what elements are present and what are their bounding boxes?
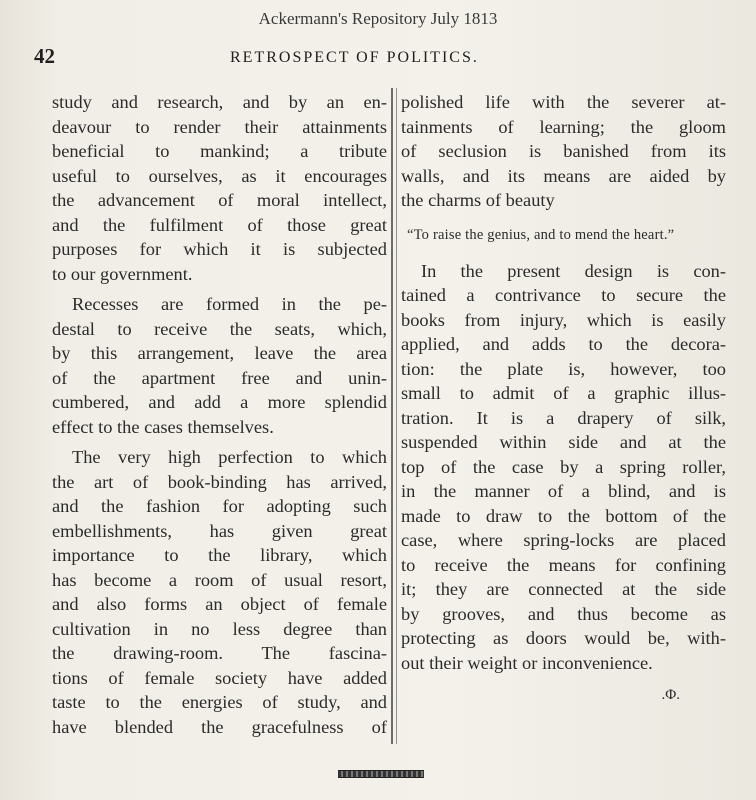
text-line: the drawing-room. The fascina- — [52, 643, 387, 663]
paragraph-continuation — [52, 90, 387, 286]
author-signature: .Φ. — [661, 687, 680, 703]
text-line: walls, and its means are aided by — [401, 165, 726, 186]
left-column — [52, 90, 387, 739]
text-line: by grooves, and thus become as — [401, 603, 726, 624]
text-line: top of the case by a spring roller, — [401, 456, 726, 477]
text-line: tration. It is a drapery of silk, — [401, 407, 726, 428]
text-line: study and research, and by an en- — [52, 92, 387, 112]
column-rule — [391, 88, 393, 744]
text-line: Recesses are formed in the pe- — [72, 294, 387, 314]
paragraph-bookbinding — [52, 445, 387, 739]
text-line: books from injury, which is easily — [401, 309, 726, 330]
paragraph-recesses — [52, 292, 387, 439]
page-number: 42 — [34, 44, 55, 68]
text-line: of the apartment free and unin- — [52, 367, 387, 388]
paragraph-polished-life — [401, 90, 726, 213]
text-line: of seclusion is banished from its — [401, 141, 726, 161]
text-line: by this arrangement, leave the area — [52, 343, 387, 363]
text-line: the advancement of moral intellect, — [52, 190, 387, 210]
text-line: it; they are connected at the side — [401, 579, 726, 599]
text-line: small to admit of a graphic illus- — [401, 383, 726, 403]
source-note: Ackermann's Repository July 1813 — [258, 9, 498, 28]
printer-ornament — [338, 770, 424, 778]
text-line: effect to the cases themselves. — [52, 416, 274, 437]
text-line: have blended the gracefulness of — [52, 716, 387, 737]
text-line: has become a room of usual resort, — [52, 569, 387, 590]
text-line: tion: the plate is, however, too — [401, 358, 726, 379]
text-line: the art of book-binding has arrived, — [52, 471, 387, 492]
text-line: and the fashion for adopting such — [52, 496, 387, 516]
right-column — [401, 90, 726, 708]
text-line: embellishments, has given great — [52, 520, 387, 541]
text-line: suspended within side and at the — [401, 432, 726, 452]
running-head: RETROSPECT OF POLITICS. — [230, 49, 479, 66]
text-line: deavour to render their attainments — [52, 116, 387, 137]
column-rule-inner — [396, 88, 397, 744]
block-quote: “To raise the genius, and to mend the heart.” — [407, 226, 675, 243]
text-line: the charms of beauty — [401, 190, 555, 210]
paragraph-present-design — [401, 259, 726, 676]
text-line: case, where spring-locks are placed — [401, 530, 726, 550]
text-line: in the manner of a blind, and is — [401, 481, 726, 501]
text-line: In the present design is con- — [421, 260, 726, 281]
text-line: beneficial to mankind; a tribute — [52, 141, 387, 161]
text-line: applied, and adds to the decora- — [401, 334, 726, 354]
text-line: tainments of learning; the gloom — [401, 116, 726, 137]
text-line: destal to receive the seats, which, — [52, 318, 387, 339]
text-line: importance to the library, which — [52, 545, 387, 565]
text-line: The very high perfection to which — [72, 447, 387, 467]
text-line: out their weight or inconvenience. — [401, 652, 653, 673]
text-line: and the fulfilment of those great — [52, 214, 387, 235]
text-line: cultivation in no less degree than — [52, 618, 387, 639]
text-line: useful to ourselves, as it encourages — [52, 165, 387, 186]
text-line: purposes for which it is subjected — [52, 239, 387, 259]
text-line: tions of female society have added — [52, 667, 387, 688]
text-line: polished life with the severer at- — [401, 92, 726, 112]
text-line: tained a contrivance to secure the — [401, 285, 726, 305]
text-line: cumbered, and add a more splendid — [52, 392, 387, 412]
text-line: and also forms an object of female — [52, 594, 387, 614]
text-line: to receive the means for confining — [401, 554, 726, 575]
text-line: made to draw to the bottom of the — [401, 505, 726, 526]
text-line: to our government. — [52, 263, 193, 284]
text-line: taste to the energies of study, and — [52, 692, 387, 712]
text-line: protecting as doors would be, with- — [401, 628, 726, 648]
